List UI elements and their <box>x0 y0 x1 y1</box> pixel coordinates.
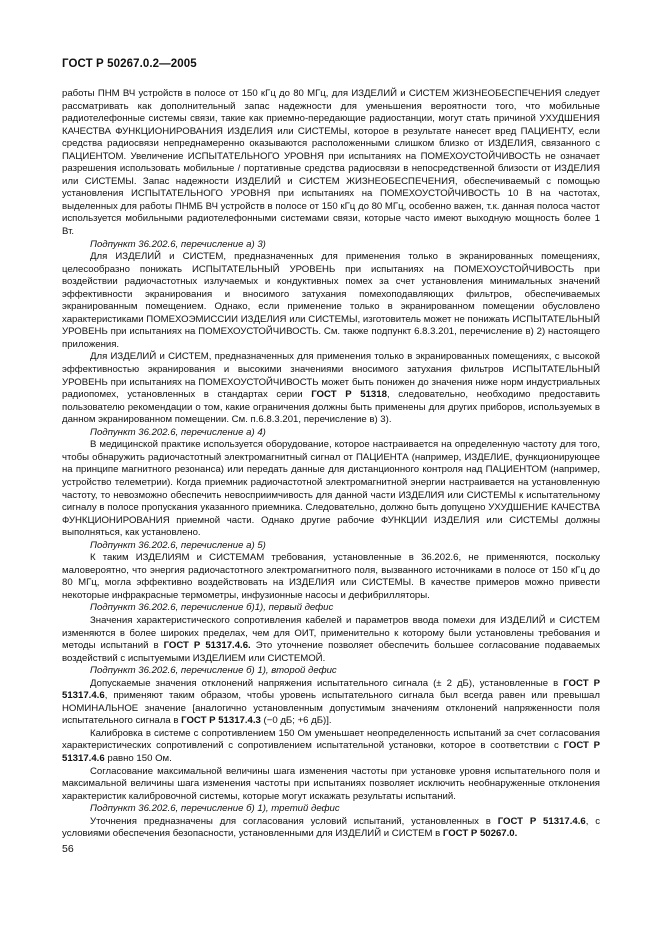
page-header: ГОСТ Р 50267.0.2—2005 <box>62 58 197 70</box>
text-run: , следовательно, необходимо предоставить пользователю рекомендации о том, какие ограничения должны быть применены для других приборов, используемых в данном экранированном помещении. См. п.6.8.3.201, перечисление в) 3). <box>62 389 601 426</box>
page-body <box>62 88 600 841</box>
text-run: Подпункт 36.202.6, перечисление б) 1), второй дефис <box>90 665 337 677</box>
standard-reference: ГОСТ Р 51317.4.6 <box>62 740 600 764</box>
standard-reference: ГОСТ Р 51317.4.6. <box>163 640 251 652</box>
standard-reference: ГОСТ Р 51317.4.6 <box>62 677 600 702</box>
paragraph <box>62 251 600 351</box>
text-run: Подпункт 36.202.6, перечисление а) 5) <box>90 539 266 551</box>
paragraph <box>62 766 600 804</box>
paragraph <box>62 816 600 841</box>
subclause-heading <box>62 665 600 678</box>
standard-reference: ГОСТ Р 50267.0. <box>442 828 518 840</box>
text-run: Для ИЗДЕЛИЙ и СИСТЕМ, предназначенных для применения только в экранированных помещениях, с высокой эффективностью экранирования и высокими значениями вносимого затухания фильтров ИСПЫТАТЕЛЬНЫЙ УРОВЕНЬ при испытаниях на ПОМЕХОУСТОЙЧИВОСТЬ может быть понижен до значения ниже норм индустриальных радиопомех, установленных в стандартах серии <box>62 351 600 401</box>
subclause-heading <box>62 602 600 615</box>
text-run: Калибровка в системе с сопротивлением 150 Ом уменьшает неопределенность испытаний за счет согласования характеристических сопротивлений с сопротивлением испытательной установки, которое в соответствии с <box>62 727 600 752</box>
paragraph <box>62 439 600 539</box>
text-run: Подпункт 36.202.6, перечисление б)1), первый дефис <box>90 602 334 614</box>
paragraph <box>62 88 600 239</box>
subclause-heading <box>62 540 600 553</box>
text-run: Значения характеристического сопротивления кабелей и параметров ввода помехи для ИЗДЕЛИЙ и СИСТЕМ изменяются в более широких пределах, чем для ОИТ, применительно к которому были установлены требования и методы испытаний в <box>62 614 600 652</box>
text-run: Это уточнение позволяет обеспечить большее согласование подаваемых воздействий с испытуемыми ИЗДЕЛИЕМ или СИСТЕМОЙ. <box>62 640 600 664</box>
text-run: работы ПНМ ВЧ устройств в полосе от 150 кГц до 80 МГц, для ИЗДЕЛИЙ и СИСТЕМ ЖИЗНЕОБЕСПЕЧЕНИЯ следует рассматривать как дополнительный запас надежности для уменьшения вероятности того, что мобильные радиотелефонные системы связи, такие как приемно-передающие радиостанции, могут стать причиной УХУДШЕНИЯ КАЧЕСТВА ФУНКЦИОНИРОВАНИЯ ИЗДЕЛИЯ или СИСТЕМЫ, которое в результате нанесет вред ПАЦИЕНТУ, если средства радиосвязи непреднамеренно оказываются расположенными слишком близко от ИЗДЕЛИЯ, связанного с ПАЦИЕНТОМ. Увеличение ИСПЫТАТЕЛЬНОГО УРОВНЯ при испытаниях на ПОМЕХОУСТОЙЧИВОСТЬ не означает разрешения использовать мобильные / портативные средства радиосвязи в непосредственной близости от ИЗДЕЛИЯ или СИСТЕМЫ. Запас надежности ИЗДЕЛИЙ и СИСТЕМ ЖИЗНЕОБЕСПЕЧЕНИЯ, обеспечиваемый с помощью установления ИСПЫТАТЕЛЬНОГО УРОВНЯ при испытаниях на ПОМЕХОУСТОЙЧИВОСТЬ 10 В на частотах, выделенных для работы ПНМБ ВЧ устройств в полосе от 150 кГц до 80 МГц, особенно важен, т.к. данная полоса частот используется мобильными радиотелефонными системами связи, которые часто имеют выходную мощность более 1 Вт. <box>62 88 600 238</box>
page-number: 56 <box>62 843 74 855</box>
text-run: Для ИЗДЕЛИЙ и СИСТЕМ, предназначенных для применения только в экранированных помещениях, целесообразно понижать ИСПЫТАТЕЛЬНЫЙ УРОВЕНЬ при испытаниях на ПОМЕХОУСТОЙЧИВОСТЬ при воздействии радиочастотных излучаемых и кондуктивных помех за счет установления минимальных значений эффективности экранирования и вносимого затухания помехоподавляющих фильтров, обеспечиваемых экранированным помещением. Однако, если применение только в экранированном помещении обусловлено характеристиками ПОМЕХОЭМИССИИ ИЗДЕЛИЯ или СИСТЕМЫ, изготовитель может не понижать ИСПЫТАТЕЛЬНЫЙ УРОВЕНЬ при испытаниях на ПОМЕХОУСТОЙЧИВОСТЬ. См. также подпункт 6.8.3.201, перечисление в) 2) настоящего приложения. <box>62 251 600 350</box>
paragraph <box>62 552 600 602</box>
text-run: Допускаемые значения отклонений напряжения испытательного сигнала (± 2 дБ), установленные в <box>90 677 564 689</box>
text-run: Согласование максимальной величины шага изменения частоты при установке уровня испытательного поля и максимальной величины шага изменения частоты при испытаниях позволяет исключить необнаруженные отклонения характеристик калибровочной системы, которые могут искажать результаты испытаний. <box>62 765 600 802</box>
text-run: К таким ИЗДЕЛИЯМ и СИСТЕМАМ требования, установленные в 36.202.6, не применяются, поскольку маловероятно, что энергия радиочастотного электромагнитного поля, вызванного источниками в полосе от 150 кГц до 80 МГц, могла эффективно воздействовать на ИЗДЕЛИЯ или СИСТЕМЫ. В качестве примеров можно привести некоторые инфракрасные термометры, инфузионные насосы и дефибрилляторы. <box>62 552 600 601</box>
text-run: Подпункт 36.202.6, перечисление б) 1), третий дефис <box>90 803 340 815</box>
text-run: , применяют таким образом, чтобы уровень испытательного сигнала был всегда равен или превышал НОМИНАЛЬНОЕ значение [аналогично установленным допустимым значениям отклонений напряженности поля испытательного сигнала в <box>62 690 600 727</box>
text-run: Подпункт 36.202.6, перечисление а) 3) <box>90 238 266 250</box>
text-run: Уточнения предназначены для согласования условий испытаний, установленных в <box>90 815 498 827</box>
subclause-heading <box>62 239 600 252</box>
text-run: (−0 дБ; +6 дБ)]. <box>260 715 332 727</box>
paragraph <box>62 615 600 665</box>
subclause-heading <box>62 803 600 816</box>
standard-reference: ГОСТ Р 51317.4.6 <box>497 815 586 827</box>
text-run: , с условиями обеспечения безопасности, установленными для ИЗДЕЛИЙ и СИСТЕМ в <box>62 815 600 840</box>
paragraph <box>62 728 600 766</box>
subclause-heading <box>62 427 600 440</box>
paragraph <box>62 678 600 728</box>
standard-reference: ГОСТ Р 51318 <box>311 389 387 401</box>
paragraph <box>62 351 600 426</box>
text-run: В медицинской практике используется оборудование, которое настраивается на определенную частоту для того, чтобы обнаружить радиочастотный электромагнитный сигнал от ПАЦИЕНТА (например, ИЗДЕЛИЕ, функционирующее на принципе магнитного резонанса) или передать данные для дистанционного контроля над ПАЦИЕНТОМ (например, устройство телеметрии). Когда приемник радиочастотной электромагнитной энергии настраивается на установленную частоту, то невозможно обеспечить невосприимчивость для данной части ИЗДЕЛИЯ или СИСТЕМЫ к испытательному сигналу в полосе пропускания указанного приемника. Следовательно, должно быть допущено УХУДШЕНИЕ КАЧЕСТВА ФУНКЦИОНИРОВАНИЯ приемной части. Однако другие рабочие ФУНКЦИИ ИЗДЕЛИЯ или СИСТЕМЫ должны выполняться, как установлено. <box>62 439 600 539</box>
text-run: равно 150 Ом. <box>104 752 172 764</box>
standard-reference: ГОСТ Р 51317.4.3 <box>181 715 261 727</box>
text-run: Подпункт 36.202.6, перечисление а) 4) <box>90 426 266 438</box>
